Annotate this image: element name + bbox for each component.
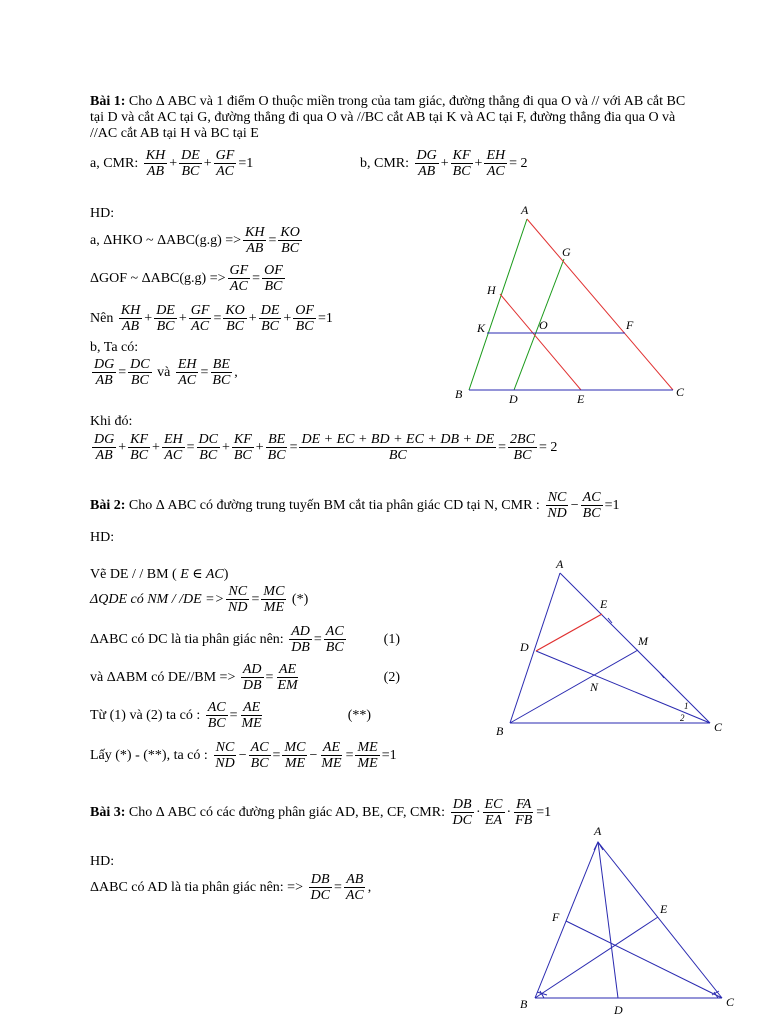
svg-text:B: B: [455, 387, 463, 401]
svg-text:E: E: [577, 392, 585, 406]
fraction: KH AB: [245, 225, 265, 256]
bai1-final-line: DG AB + KF BC + EH AC = DC BC + KF BC + BE BC = DE + EC + BD + EC + DB + DE BC = $\frac{2BC}{BC}$ = 2: [94, 432, 558, 463]
svg-text:2: 2: [680, 713, 685, 723]
svg-text:D: D: [614, 1003, 623, 1017]
fraction: $\frac{GF}{AC}$: [215, 148, 235, 179]
svg-text:H: H: [487, 283, 496, 297]
bai1-text: Cho Δ ABC và 1 điểm O thuộc miền trong của tam giác, đường thẳng đi qua O và // với AB cắt BC tại D và cắt AC tại G, đường thẳng đi qua O và //BC cắt AB tại K và AC tại F, đường thẳng đia qua O và //AC cắt AB tại H và BC tại E: [90, 94, 686, 141]
line-text: ΔABC có AD là tia phân giác nên: =>: [90, 879, 303, 895]
svg-text:C: C: [726, 995, 735, 1009]
svg-text:1: 1: [684, 701, 689, 711]
bai1-line-gof: ΔGOF ~ ΔABC(g.g) => GF AC = OF BC: [90, 263, 283, 294]
bai1-khido: Khi đó:: [90, 414, 133, 429]
bai1-statement: [90, 94, 690, 142]
bai3-figure: [510, 820, 750, 1020]
bai1-part-b: b, CMR: DG AB + KF BC + $\frac{EH}{AC}$ = 2: [360, 148, 528, 179]
bai1-figure: [450, 200, 690, 410]
condition: E ∈ AC: [180, 567, 224, 582]
bai2-statement: Bài 2: Cho Δ ABC có đường trung tuyến BM cắt tia phân giác CD tại N, CMR : NC ND − AC BC =1: [90, 490, 620, 521]
svg-text:A: A: [556, 557, 564, 571]
bai3-hd: HD:: [90, 854, 115, 869]
bai1-b-taco: b, Ta có:: [90, 340, 139, 355]
equals-two: = 2: [538, 439, 558, 455]
bai3-label: Bài 3:: [90, 804, 126, 820]
svg-text:B: B: [520, 997, 528, 1011]
line-text: và ΔABM có DE//BM =>: [90, 669, 236, 685]
bai1-line-hko: a, ΔHKO ~ ΔABC(g.g) => KH AB = KO BC: [90, 225, 300, 256]
svg-text:E: E: [660, 902, 668, 916]
bai3-statement: Bài 3: Cho Δ ABC có các đường phân giác AD, BE, CF, CMR: DB DC · EC EA · FA FB =1: [90, 797, 552, 828]
bai1-line-nen: Nên KH AB + DE BC + GF AC = KO BC + DE BC + OF BC =1: [90, 303, 333, 334]
svg-text:B: B: [496, 724, 504, 738]
bai2-text: Cho Δ ABC có đường trung tuyến BM cắt tia phân giác CD tại N, CMR :: [128, 497, 540, 513]
svg-text:D: D: [520, 640, 529, 654]
line-text: ΔABC có DC là tia phân giác nên:: [90, 631, 284, 647]
bai2-line-qde: ΔQDE có NM / /DE => NC ND = MC ME (*): [90, 584, 309, 615]
svg-text:D: D: [509, 392, 518, 406]
svg-text:M: M: [638, 634, 648, 648]
line-text: Vẽ DE / / BM (: [90, 566, 177, 582]
svg-text:A: A: [594, 824, 602, 838]
fraction: KH AB: [145, 148, 166, 179]
bai1-part-a: a, CMR: KH AB + DE BC + $\frac{GF}{AC}$ =1: [90, 148, 254, 179]
line-text: Từ (1) và (2) ta có :: [90, 707, 201, 723]
bai2-line-ve: [90, 566, 228, 583]
line-text: ΔGOF ~ ΔABC(g.g) =>: [90, 270, 226, 286]
bai1-hd: HD:: [90, 206, 115, 221]
bai2-label: Bài 2:: [90, 497, 126, 513]
bai2-figure: [490, 555, 730, 745]
fraction: GF AC: [229, 263, 249, 294]
svg-text:F: F: [552, 910, 560, 924]
bai2-hd: HD:: [90, 530, 115, 545]
svg-text:G: G: [562, 245, 571, 259]
star-two: (**): [347, 707, 372, 723]
bai2-line-lay: Lấy (*) - (**), ta có : NC ND − AC BC = MC ME − AE ME = ME ME =1: [90, 740, 397, 771]
close-paren: ): [223, 566, 229, 582]
big-numerator: DE + EC + BD + EC + DB + DE: [301, 432, 495, 447]
svg-text:C: C: [676, 385, 685, 399]
fraction: KO BC: [280, 225, 300, 256]
svg-text:C: C: [714, 720, 723, 734]
line-text: ΔQDE có NM / /DE =>: [90, 591, 225, 607]
svg-text:F: F: [626, 318, 634, 332]
star-one: (*): [291, 591, 309, 607]
bai1-line-ratios: DG AB = DC BC và EH AC = BE BC ,: [94, 357, 238, 388]
svg-text:E: E: [600, 597, 608, 611]
fraction: DG AB: [416, 148, 437, 179]
svg-text:K: K: [477, 321, 486, 335]
eq-number: (2): [383, 669, 400, 685]
part-a-prefix: a, CMR:: [90, 155, 139, 171]
line-text: Nên: [90, 310, 114, 326]
fig-label: A: [521, 203, 529, 217]
line-text: a, ΔHKO ~ ΔABC(g.g) =>: [90, 232, 242, 248]
va-text: và: [157, 364, 171, 380]
fraction: KF BC: [452, 148, 471, 179]
fraction: $\frac{EH}{AC}$: [486, 148, 506, 179]
fraction: DE BC: [181, 148, 200, 179]
part-b-prefix: b, CMR:: [360, 155, 410, 171]
fraction: OF BC: [264, 263, 283, 294]
eq-number: (1): [383, 631, 400, 647]
line-text: Lấy (*) - (**), ta có :: [90, 747, 208, 763]
bai2-line-1: ΔABC có DC là tia phân giác nên: AD DB = AC BC (1): [90, 624, 400, 655]
svg-text:O: O: [539, 318, 548, 332]
bai3-text: Cho Δ ABC có các đường phân giác AD, BE, CF, CMR:: [128, 804, 445, 820]
bai2-line-tu: Từ (1) và (2) ta có : AC BC = AE ME (**): [90, 700, 372, 731]
equals-one: =1: [238, 155, 254, 171]
bai2-line-2: và ΔABM có DE//BM => AD DB = AE EM (2): [90, 662, 400, 693]
bai3-line-1: ΔABC có AD là tia phân giác nên: => DB DC = AB AC ,: [90, 872, 372, 903]
svg-text:N: N: [590, 680, 599, 694]
bai1-label: Bài 1:: [90, 94, 126, 109]
